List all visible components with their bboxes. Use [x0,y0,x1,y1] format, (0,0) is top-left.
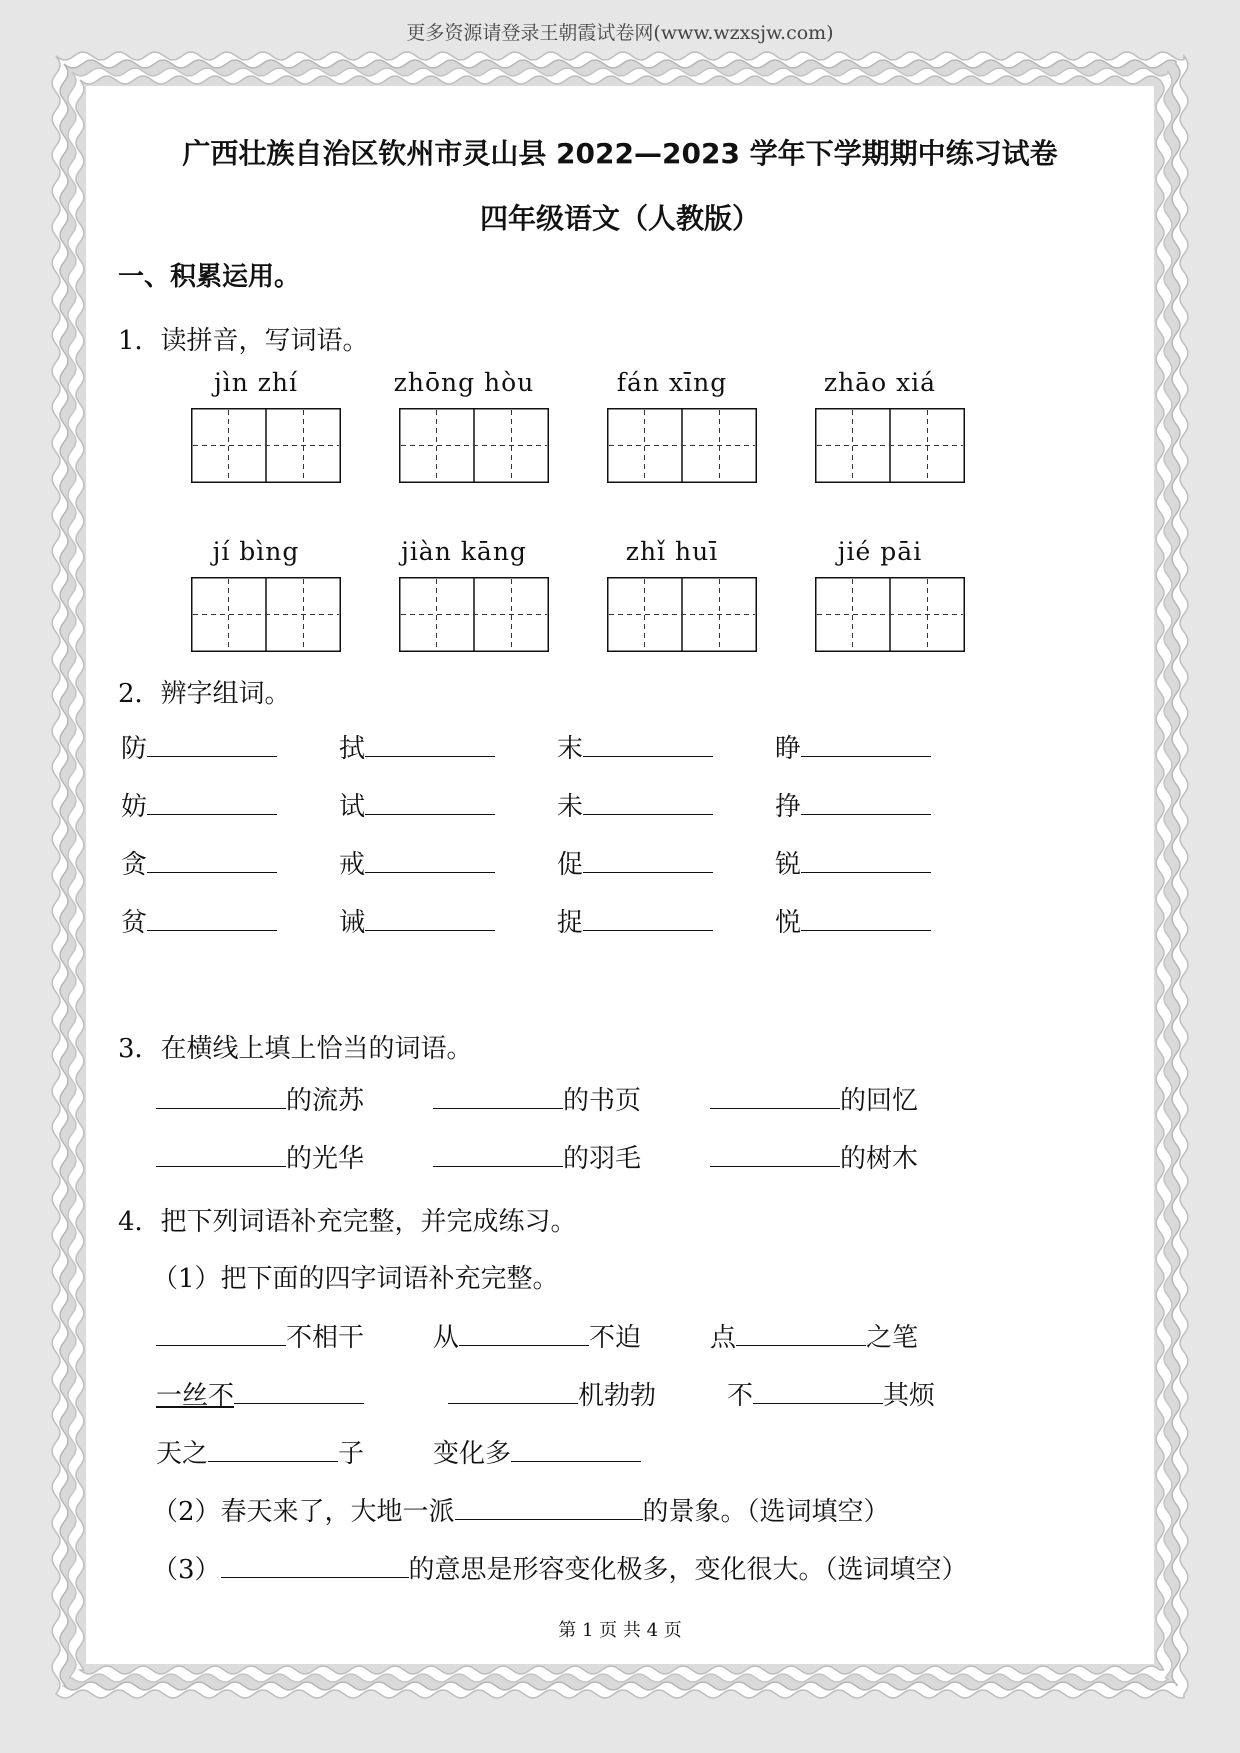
word-group-item: 贪 [121,844,277,881]
question-3-label: 3．在横线上填上恰当的词语。 [118,1034,473,1064]
question-4-sub3: （3） 的意思是形容变化极多，变化很大。（选词填空） [152,1555,968,1585]
word-group-item: 挣 [775,786,931,823]
fill-phrase-item: 的羽毛 [433,1138,641,1175]
source-note: 更多资源请登录王朝霞试卷网(www.wzxsjw.com) [406,22,834,44]
answer-blank[interactable] [147,850,277,873]
fill-phrase-item: 的回忆 [710,1080,918,1117]
fill-phrase-item: 的树木 [710,1138,918,1175]
answer-blank[interactable] [147,734,277,757]
pinyin-label: fán xīng [616,368,728,397]
writing-grid[interactable] [815,577,965,652]
grid-cells [191,577,341,652]
writing-grid[interactable] [191,577,341,652]
fill-phrase-item: 的流苏 [156,1080,364,1117]
exam-subtitle: 四年级语文（人教版） [479,202,760,235]
word-group-item: 贫 [121,902,277,939]
word-group-item: 诫 [339,902,495,939]
word-group-item: 悦 [775,902,931,939]
section-heading: 一、积累运用。 [118,262,301,292]
answer-blank[interactable] [156,1086,286,1109]
answer-blank[interactable] [801,734,931,757]
word-group-item: 睁 [775,728,931,765]
writing-grid[interactable] [815,408,965,483]
grid-cells [607,408,757,483]
pinyin-label: zhāo xiá [823,368,937,397]
answer-blank[interactable] [365,850,495,873]
writing-grid[interactable] [399,577,549,652]
idiom-item: 点 之笔 [710,1323,919,1353]
answer-blank[interactable] [365,792,495,815]
idiom-item: 机勃勃 [448,1375,656,1412]
answer-blank[interactable] [234,1381,364,1404]
word-group-item: 防 [121,728,277,765]
pinyin-label: jí bìng [212,537,300,566]
pinyin-label: jiàn kāng [401,537,527,566]
grid-cells [399,408,549,483]
answer-blank[interactable] [583,792,713,815]
question-4-label: 4．把下列词语补充完整，并完成练习。 [118,1207,577,1237]
fill-phrase-item: 的书页 [433,1080,641,1117]
answer-blank[interactable] [801,850,931,873]
idiom-item: 不 其烦 [727,1381,936,1411]
answer-blank[interactable] [365,734,495,757]
idiom-item: 从 不迫 [433,1323,642,1353]
word-group-item: 试 [339,786,495,823]
exam-page [86,86,1154,1664]
writing-grid[interactable] [191,408,341,483]
question-4-sub2: （2）春天来了，大地一派 的景象。（选词填空） [152,1497,890,1527]
pinyin-label: zhǐ huī [625,537,719,566]
word-group-item: 捉 [557,902,713,939]
exam-title: 广西壮族自治区钦州市灵山县 2022—2023 学年下学期期中练习试卷 [182,137,1058,170]
answer-blank[interactable] [365,908,495,931]
word-group-item: 妨 [121,786,277,823]
answer-blank[interactable] [459,1323,589,1346]
answer-blank[interactable] [736,1323,866,1346]
idiom-item: 不相干 [156,1317,364,1354]
question-2-label: 2．辨字组词。 [118,679,291,709]
answer-blank[interactable] [583,734,713,757]
answer-blank[interactable] [433,1144,563,1167]
pinyin-label: jié pāi [837,537,923,566]
grid-cells [191,408,341,483]
grid-cells [815,408,965,483]
grid-cells [399,577,549,652]
answer-blank[interactable] [710,1144,840,1167]
word-group-item: 末 [557,728,713,765]
word-group-item: 促 [557,844,713,881]
idiom-item: 变化多 [433,1433,641,1470]
answer-blank[interactable] [455,1497,643,1520]
word-group-item: 戒 [339,844,495,881]
word-group-item: 未 [557,786,713,823]
word-group-item: 拭 [339,728,495,765]
answer-blank[interactable] [147,792,277,815]
writing-grid[interactable] [607,408,757,483]
grid-cells [815,577,965,652]
answer-blank[interactable] [801,908,931,931]
word-group-item: 锐 [775,844,931,881]
answer-blank[interactable] [583,850,713,873]
answer-blank[interactable] [753,1381,883,1404]
question-1-label: 1．读拼音，写词语。 [118,326,369,356]
pinyin-label: zhōng hòu [393,368,535,397]
answer-blank[interactable] [801,792,931,815]
pinyin-label: jìn zhí [213,368,299,397]
answer-blank[interactable] [583,908,713,931]
page-footer: 第 1 页 共 4 页 [558,1620,682,1641]
answer-blank[interactable] [710,1086,840,1109]
writing-grid[interactable] [607,577,757,652]
answer-blank[interactable] [221,1555,409,1578]
fill-phrase-item: 的光华 [156,1138,364,1175]
question-4-sub1: （1）把下面的四字词语补充完整。 [152,1264,559,1294]
writing-grid[interactable] [399,408,549,483]
answer-blank[interactable] [448,1381,578,1404]
answer-blank[interactable] [433,1086,563,1109]
answer-blank[interactable] [156,1323,286,1346]
answer-blank[interactable] [208,1439,338,1462]
grid-cells [607,577,757,652]
answer-blank[interactable] [156,1144,286,1167]
answer-blank[interactable] [147,908,277,931]
idiom-item: 一丝不 [156,1375,364,1412]
idiom-item: 天之 子 [156,1439,365,1469]
answer-blank[interactable] [511,1439,641,1462]
